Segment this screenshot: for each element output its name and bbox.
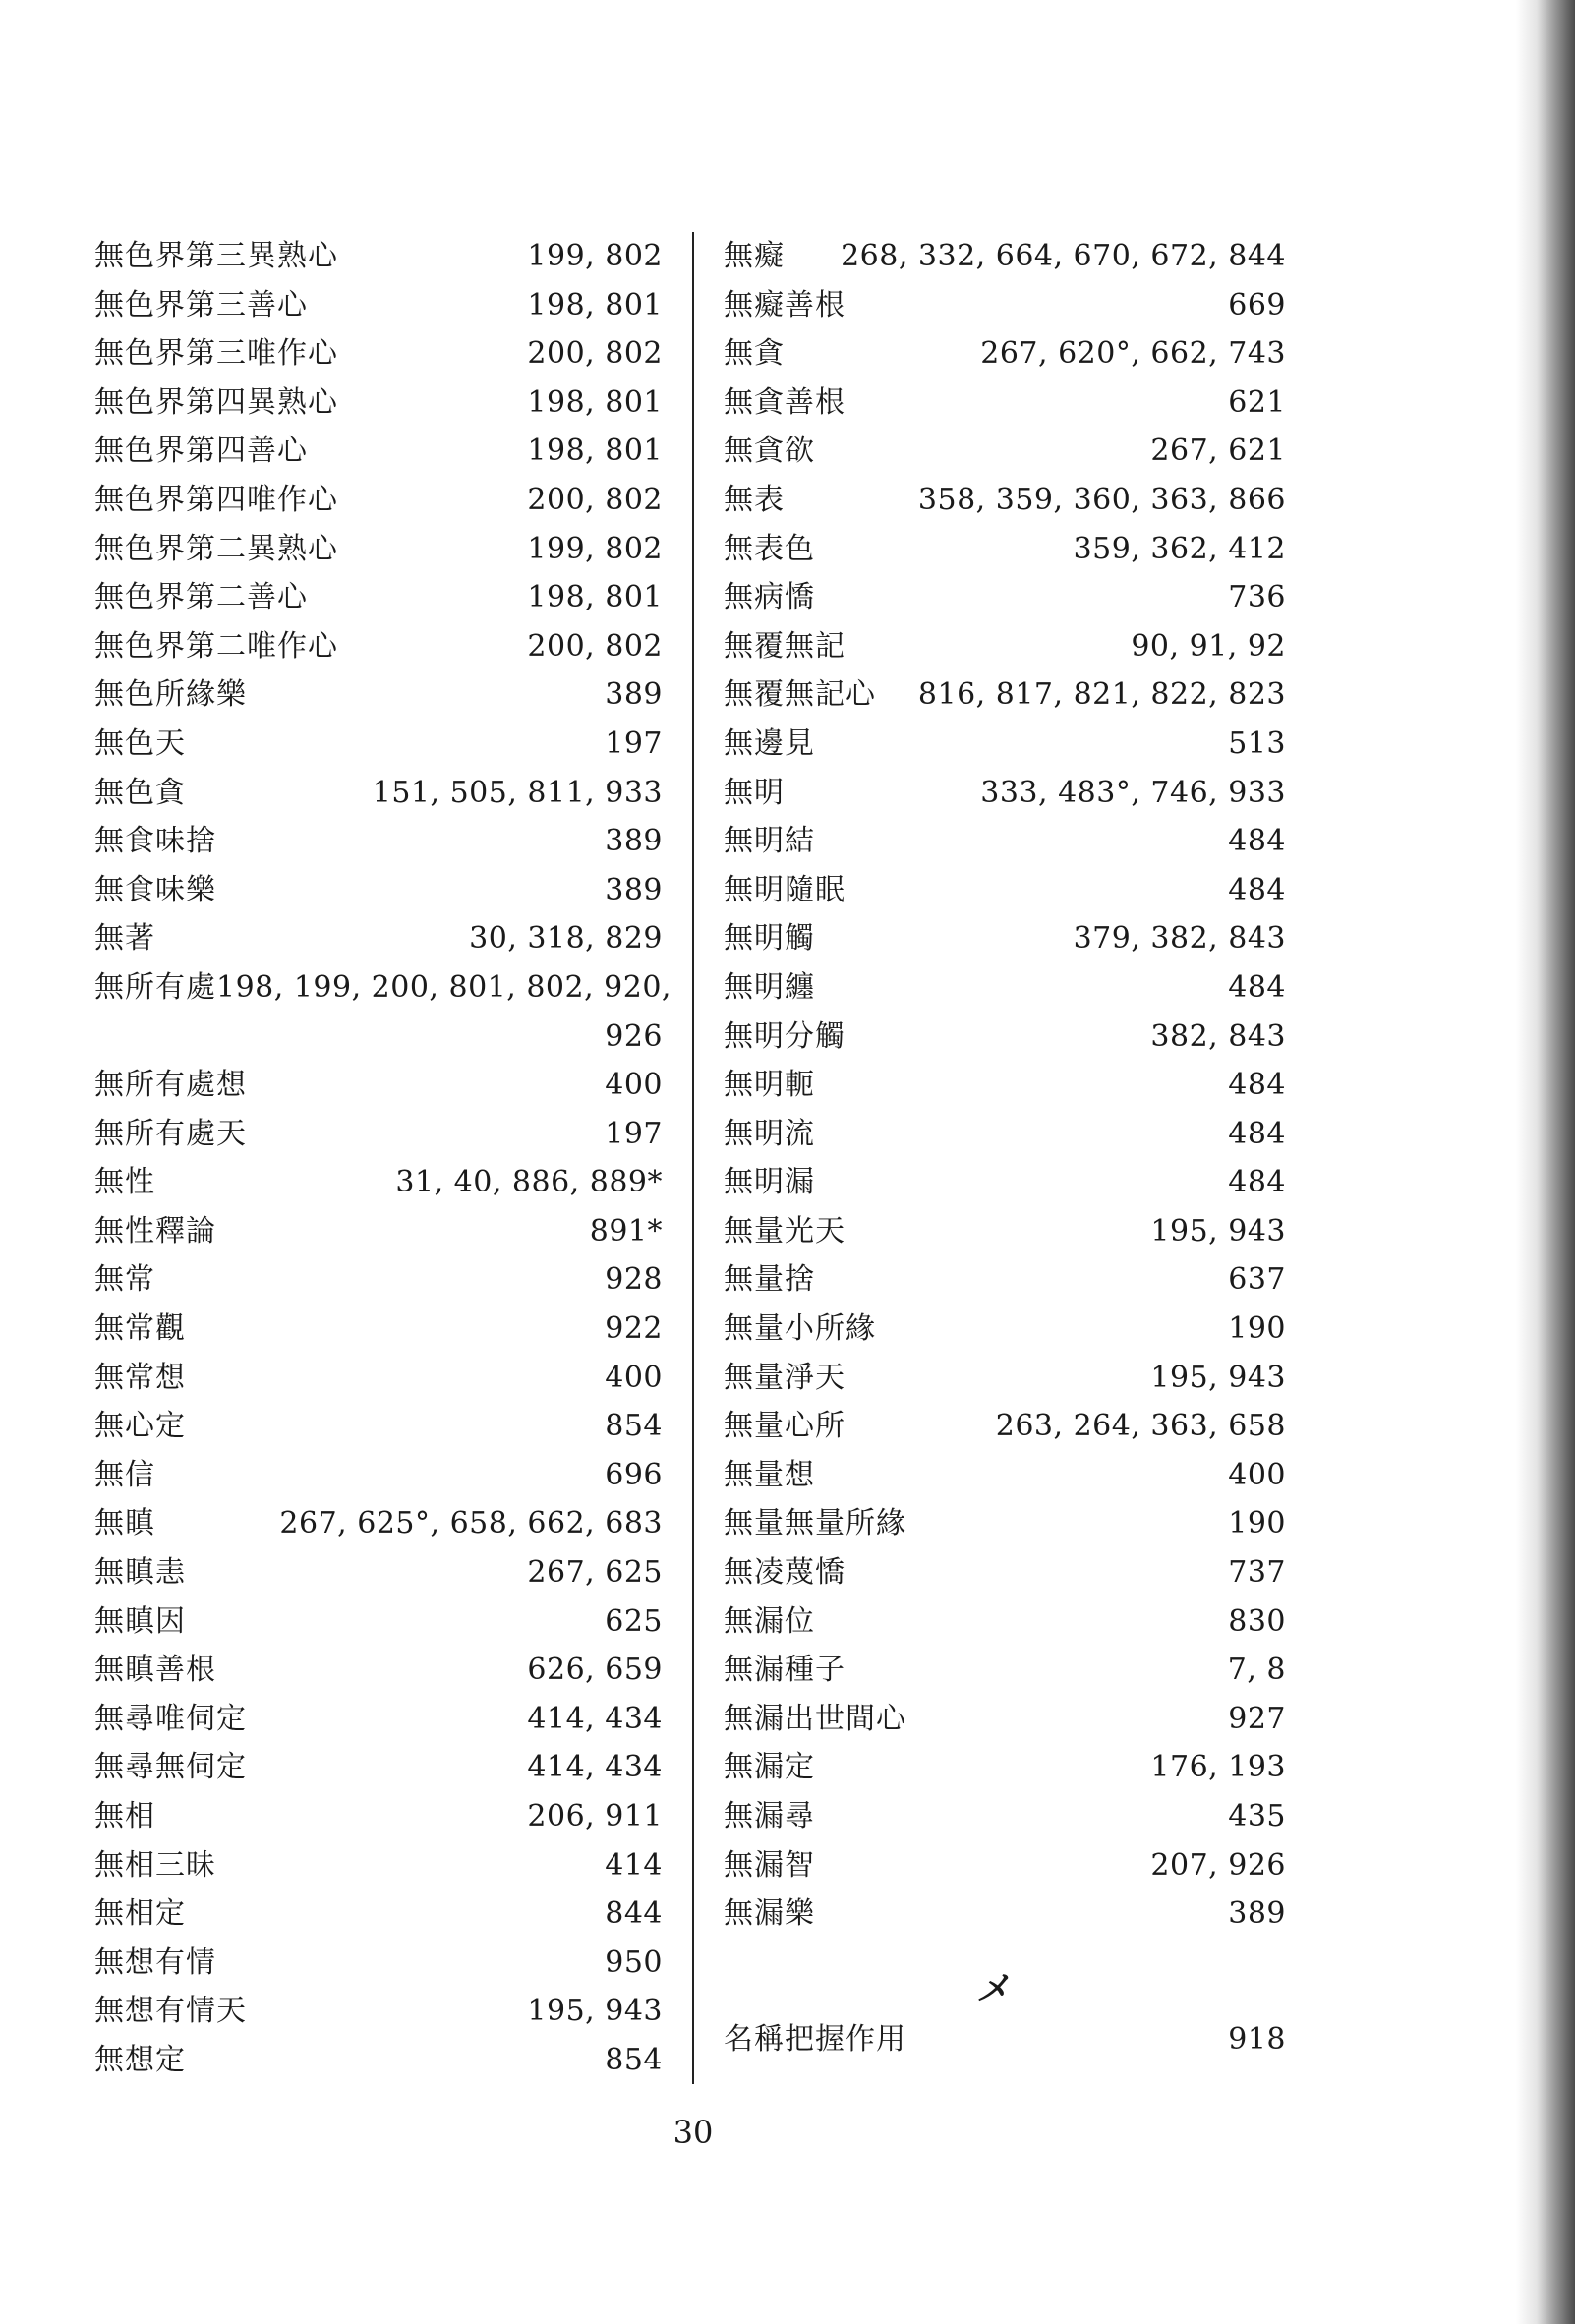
index-entry [94, 2036, 663, 2085]
index-page-refs: 484 [1228, 1068, 1286, 1103]
index-term: 無色界第三異熟心 [94, 239, 338, 273]
index-entry [724, 1207, 1286, 1256]
index-term: 無明 [724, 775, 785, 810]
index-page-refs: 414, 434 [527, 1701, 663, 1736]
index-entry [724, 670, 1286, 720]
index-term: 無色界第二異熟心 [94, 531, 338, 566]
index-page-refs: 197 [605, 726, 663, 761]
section-entries [724, 2015, 1286, 2064]
index-term: 無明結 [724, 824, 815, 859]
index-term: 無瞋善根 [94, 1653, 216, 1688]
index-entry [94, 1354, 663, 1403]
index-term: 無凌蔑憍 [724, 1555, 846, 1591]
index-entry [724, 963, 1286, 1013]
index-term: 無尋唯伺定 [94, 1701, 247, 1736]
index-entry [94, 573, 663, 622]
index-page-refs: 816, 817, 821, 822, 823 [917, 677, 1286, 713]
index-term: 無尋無伺定 [94, 1750, 247, 1785]
index-term: 無明纏 [724, 969, 815, 1005]
index-page-refs: 198, 801 [527, 434, 663, 469]
index-entry [94, 670, 663, 720]
index-entry [94, 1695, 663, 1744]
index-entry [94, 1255, 663, 1305]
index-term: 無貪 [724, 336, 785, 372]
index-term: 無量光天 [724, 1213, 846, 1249]
index-page-refs: 151, 505, 811, 933 [372, 775, 663, 810]
index-entry [724, 1646, 1286, 1695]
index-entry [724, 1305, 1286, 1354]
index-page-refs: 176, 193 [1150, 1750, 1286, 1785]
index-entry [724, 1158, 1286, 1207]
index-entry [724, 525, 1286, 574]
index-page-refs: 190 [1228, 1311, 1286, 1347]
index-term: 無明隨眠 [724, 872, 846, 907]
index-page-refs: 926 [605, 1018, 663, 1054]
index-page-refs: 190 [1228, 1506, 1286, 1541]
index-term: 無色天 [94, 726, 186, 761]
index-page-refs: 484 [1228, 969, 1286, 1005]
index-page-refs: 268, 332, 664, 670, 672, 844 [841, 239, 1286, 273]
index-page-refs: 198, 801 [527, 384, 663, 420]
column-divider [692, 232, 694, 2084]
index-term: 無性釋論 [94, 1213, 216, 1249]
index-page-refs: 198, 199, 200, 801, 802, 920, [216, 969, 671, 1005]
index-term: 無常想 [94, 1360, 186, 1395]
index-page-refs: 854 [605, 1409, 663, 1444]
index-entry [94, 1646, 663, 1695]
index-entry [724, 1255, 1286, 1305]
index-page-refs: 626, 659 [527, 1653, 663, 1688]
left-index-column [94, 232, 671, 2085]
index-page-refs: 830 [1228, 1603, 1286, 1639]
index-page-refs: 195, 943 [1150, 1213, 1286, 1249]
index-term: 無想定 [94, 2042, 186, 2077]
index-term: 無色界第二唯作心 [94, 628, 338, 664]
index-page-refs: 31, 40, 886, 889* [395, 1165, 663, 1200]
index-entry [724, 1402, 1286, 1451]
index-term: 無癡 [724, 239, 785, 273]
index-entry [724, 281, 1286, 330]
index-term: 名稱把握作用 [724, 2022, 906, 2057]
index-page-refs: 854 [605, 2042, 663, 2077]
index-entry [724, 720, 1286, 769]
index-entry [94, 720, 663, 769]
index-entry [724, 1013, 1286, 1062]
index-page-refs: 358, 359, 360, 363, 866 [917, 482, 1286, 517]
index-entry [94, 232, 663, 281]
index-page-refs: 625 [605, 1603, 663, 1639]
index-entry [94, 963, 671, 1013]
index-page-refs: 621 [1228, 384, 1286, 420]
index-page-refs: 736 [1228, 580, 1286, 615]
page-number: 30 [672, 2114, 714, 2151]
index-entry [94, 1792, 663, 1841]
index-page-refs: 922 [605, 1311, 663, 1347]
index-term: 無量無量所緣 [724, 1506, 906, 1541]
index-entry [724, 1548, 1286, 1598]
index-term: 無貪欲 [724, 434, 815, 469]
index-page-refs: 206, 911 [527, 1799, 663, 1833]
index-entry [94, 1402, 663, 1451]
index-page-refs: 198, 801 [527, 580, 663, 615]
index-entry [724, 817, 1286, 866]
index-term: 無食味捨 [94, 824, 216, 859]
index-term: 無量捨 [724, 1262, 815, 1298]
index-term: 無覆無記心 [724, 677, 876, 713]
index-page-refs: 195, 943 [1150, 1360, 1286, 1395]
index-page-refs: 359, 362, 412 [1073, 531, 1286, 566]
index-entry [94, 1841, 663, 1890]
index-entry [724, 1061, 1286, 1110]
index-entry [94, 1305, 663, 1354]
index-entry [94, 866, 663, 915]
index-page-refs: 400 [605, 1068, 663, 1103]
index-term: 無信 [94, 1457, 155, 1492]
index-entry [94, 1061, 663, 1110]
index-entry [94, 1987, 663, 2036]
index-page-refs: 389 [605, 677, 663, 713]
index-term: 無色界第四善心 [94, 434, 308, 469]
index-term: 無常觀 [94, 1311, 186, 1347]
index-entry [724, 378, 1286, 428]
index-term: 無色界第四異熟心 [94, 384, 338, 420]
index-term: 無想有情天 [94, 1994, 247, 2029]
index-entry [94, 1939, 663, 1988]
page-edge-shadow [1516, 0, 1575, 2324]
index-page-refs: 918 [1228, 2022, 1286, 2057]
index-page-refs: 267, 625°, 658, 662, 683 [279, 1506, 663, 1541]
index-page-refs: 267, 621 [1150, 434, 1286, 469]
index-entry [724, 1841, 1286, 1890]
index-entry [94, 476, 663, 525]
index-term: 無想有情 [94, 1945, 216, 1980]
index-entry [724, 1354, 1286, 1403]
index-page-refs: 267, 620°, 662, 743 [980, 336, 1286, 372]
index-term: 無量想 [724, 1457, 815, 1492]
index-term: 無明漏 [724, 1165, 815, 1200]
index-entry [94, 1207, 663, 1256]
index-term: 無瞋 [94, 1506, 155, 1541]
index-entry [94, 1548, 663, 1598]
index-term: 無表 [724, 482, 785, 517]
index-entry [94, 1598, 663, 1647]
index-entry [94, 1743, 663, 1792]
index-page-refs: 200, 802 [527, 482, 663, 517]
index-term: 無色界第三唯作心 [94, 336, 338, 372]
index-page-refs: 484 [1228, 1116, 1286, 1151]
index-page-refs: 30, 318, 829 [469, 921, 663, 957]
index-term: 無色界第三善心 [94, 287, 308, 322]
index-term: 無邊見 [724, 726, 815, 761]
index-entry [94, 329, 663, 378]
index-entry [724, 573, 1286, 622]
index-page-refs: 199, 802 [527, 531, 663, 566]
index-entry-continuation [94, 1013, 663, 1062]
index-term: 無量小所緣 [724, 1311, 876, 1347]
index-entry [724, 427, 1286, 476]
index-term: 無明軛 [724, 1068, 815, 1103]
index-term: 無瞋因 [94, 1603, 186, 1639]
index-entry [724, 866, 1286, 915]
index-entry [724, 1598, 1286, 1647]
index-page-refs: 737 [1228, 1555, 1286, 1591]
index-term: 無色界第二善心 [94, 580, 308, 615]
index-entry [724, 1499, 1286, 1548]
index-term: 無量淨天 [724, 1360, 846, 1395]
index-page-refs: 637 [1228, 1262, 1286, 1298]
index-term: 無色界第四唯作心 [94, 482, 338, 517]
index-page-refs: 513 [1228, 726, 1286, 761]
index-entry [94, 817, 663, 866]
index-page-refs: 389 [605, 872, 663, 907]
index-term: 無所有處天 [94, 1116, 247, 1151]
index-term: 無食味樂 [94, 872, 216, 907]
index-entry [94, 1499, 663, 1548]
index-page-refs: 927 [1228, 1701, 1286, 1736]
index-term: 無相 [94, 1799, 155, 1833]
index-term: 無相三昧 [94, 1847, 216, 1883]
index-page-refs: 484 [1228, 1165, 1286, 1200]
index-page-refs: 207, 926 [1150, 1847, 1286, 1883]
index-page-refs: 400 [1228, 1457, 1286, 1492]
index-term: 無病憍 [724, 580, 815, 615]
index-page-refs: 267, 625 [527, 1555, 663, 1591]
index-entry [724, 1695, 1286, 1744]
index-term: 無常 [94, 1262, 155, 1298]
index-page-refs: 200, 802 [527, 336, 663, 372]
index-page-refs: 389 [605, 824, 663, 859]
index-entry [724, 1451, 1286, 1500]
index-entry [94, 525, 663, 574]
index-entry [724, 1110, 1286, 1159]
index-term: 無明觸 [724, 921, 815, 957]
index-entry [94, 622, 663, 671]
index-entry [724, 1743, 1286, 1792]
index-term: 無漏智 [724, 1847, 815, 1883]
index-term: 無覆無記 [724, 628, 846, 664]
index-page-refs: 696 [605, 1457, 663, 1492]
index-page-refs: 197 [605, 1116, 663, 1151]
index-entry [94, 427, 663, 476]
index-term: 無癡善根 [724, 287, 846, 322]
index-term: 無漏種子 [724, 1653, 846, 1688]
index-entry [724, 476, 1286, 525]
index-page-refs: 199, 802 [527, 239, 663, 273]
index-page-refs: 263, 264, 363, 658 [995, 1409, 1286, 1444]
index-page-refs: 669 [1228, 287, 1286, 322]
index-page-refs: 200, 802 [527, 628, 663, 664]
index-entry [724, 914, 1286, 963]
index-page-refs: 414, 434 [527, 1750, 663, 1785]
index-entry [94, 281, 663, 330]
index-term: 無相定 [94, 1896, 186, 1932]
index-entry [94, 1158, 663, 1207]
index-page-refs: 198, 801 [527, 287, 663, 322]
index-term: 無性 [94, 1165, 155, 1200]
index-entry [94, 1451, 663, 1500]
index-term: 無色所緣樂 [94, 677, 247, 713]
index-page-refs: 7, 8 [1227, 1653, 1286, 1688]
index-page-refs: 950 [605, 1945, 663, 1980]
index-page-refs: 400 [605, 1360, 663, 1395]
index-term: 無漏樂 [724, 1896, 815, 1932]
index-entry [724, 232, 1286, 281]
index-entry [94, 769, 663, 818]
index-page-refs: 435 [1228, 1799, 1286, 1833]
index-entry [724, 2015, 1286, 2064]
index-page-refs: 333, 483°, 746, 933 [980, 775, 1286, 810]
index-page-refs: 414 [605, 1847, 663, 1883]
section-heading: メ [976, 1969, 1010, 2008]
index-page-refs: 389 [1228, 1896, 1286, 1932]
index-page-refs: 928 [605, 1262, 663, 1298]
index-page-refs: 379, 382, 843 [1073, 921, 1286, 957]
index-page-refs: 844 [605, 1896, 663, 1932]
index-entry [94, 914, 663, 963]
right-index-column [724, 232, 1286, 1939]
index-page-refs: 195, 943 [527, 1994, 663, 2029]
index-term: 無貪善根 [724, 384, 846, 420]
index-page-refs: 382, 843 [1150, 1018, 1286, 1054]
index-term: 無所有處想 [94, 1068, 247, 1103]
index-term: 無色貪 [94, 775, 186, 810]
index-entry [724, 329, 1286, 378]
index-term: 無所有處 [94, 969, 216, 1005]
index-entry [724, 622, 1286, 671]
index-term: 無漏出世間心 [724, 1701, 906, 1736]
index-entry [724, 1889, 1286, 1939]
index-entry [724, 1792, 1286, 1841]
index-term: 無漏尋 [724, 1799, 815, 1833]
index-term: 無心定 [94, 1409, 186, 1444]
index-entry [94, 378, 663, 428]
index-term: 無漏定 [724, 1750, 815, 1785]
index-page-refs: 90, 91, 92 [1131, 628, 1286, 664]
index-page-refs: 484 [1228, 824, 1286, 859]
index-term: 無量心所 [724, 1409, 846, 1444]
index-term: 無瞋恚 [94, 1555, 186, 1591]
index-page-refs: 891* [589, 1213, 663, 1249]
index-entry [724, 769, 1286, 818]
index-term: 無表色 [724, 531, 815, 566]
index-page-refs: 484 [1228, 872, 1286, 907]
index-entry [94, 1110, 663, 1159]
index-term: 無明流 [724, 1116, 815, 1151]
index-term: 無明分觸 [724, 1018, 846, 1054]
index-entry [94, 1889, 663, 1939]
index-term: 無漏位 [724, 1603, 815, 1639]
index-term: 無著 [94, 921, 155, 957]
